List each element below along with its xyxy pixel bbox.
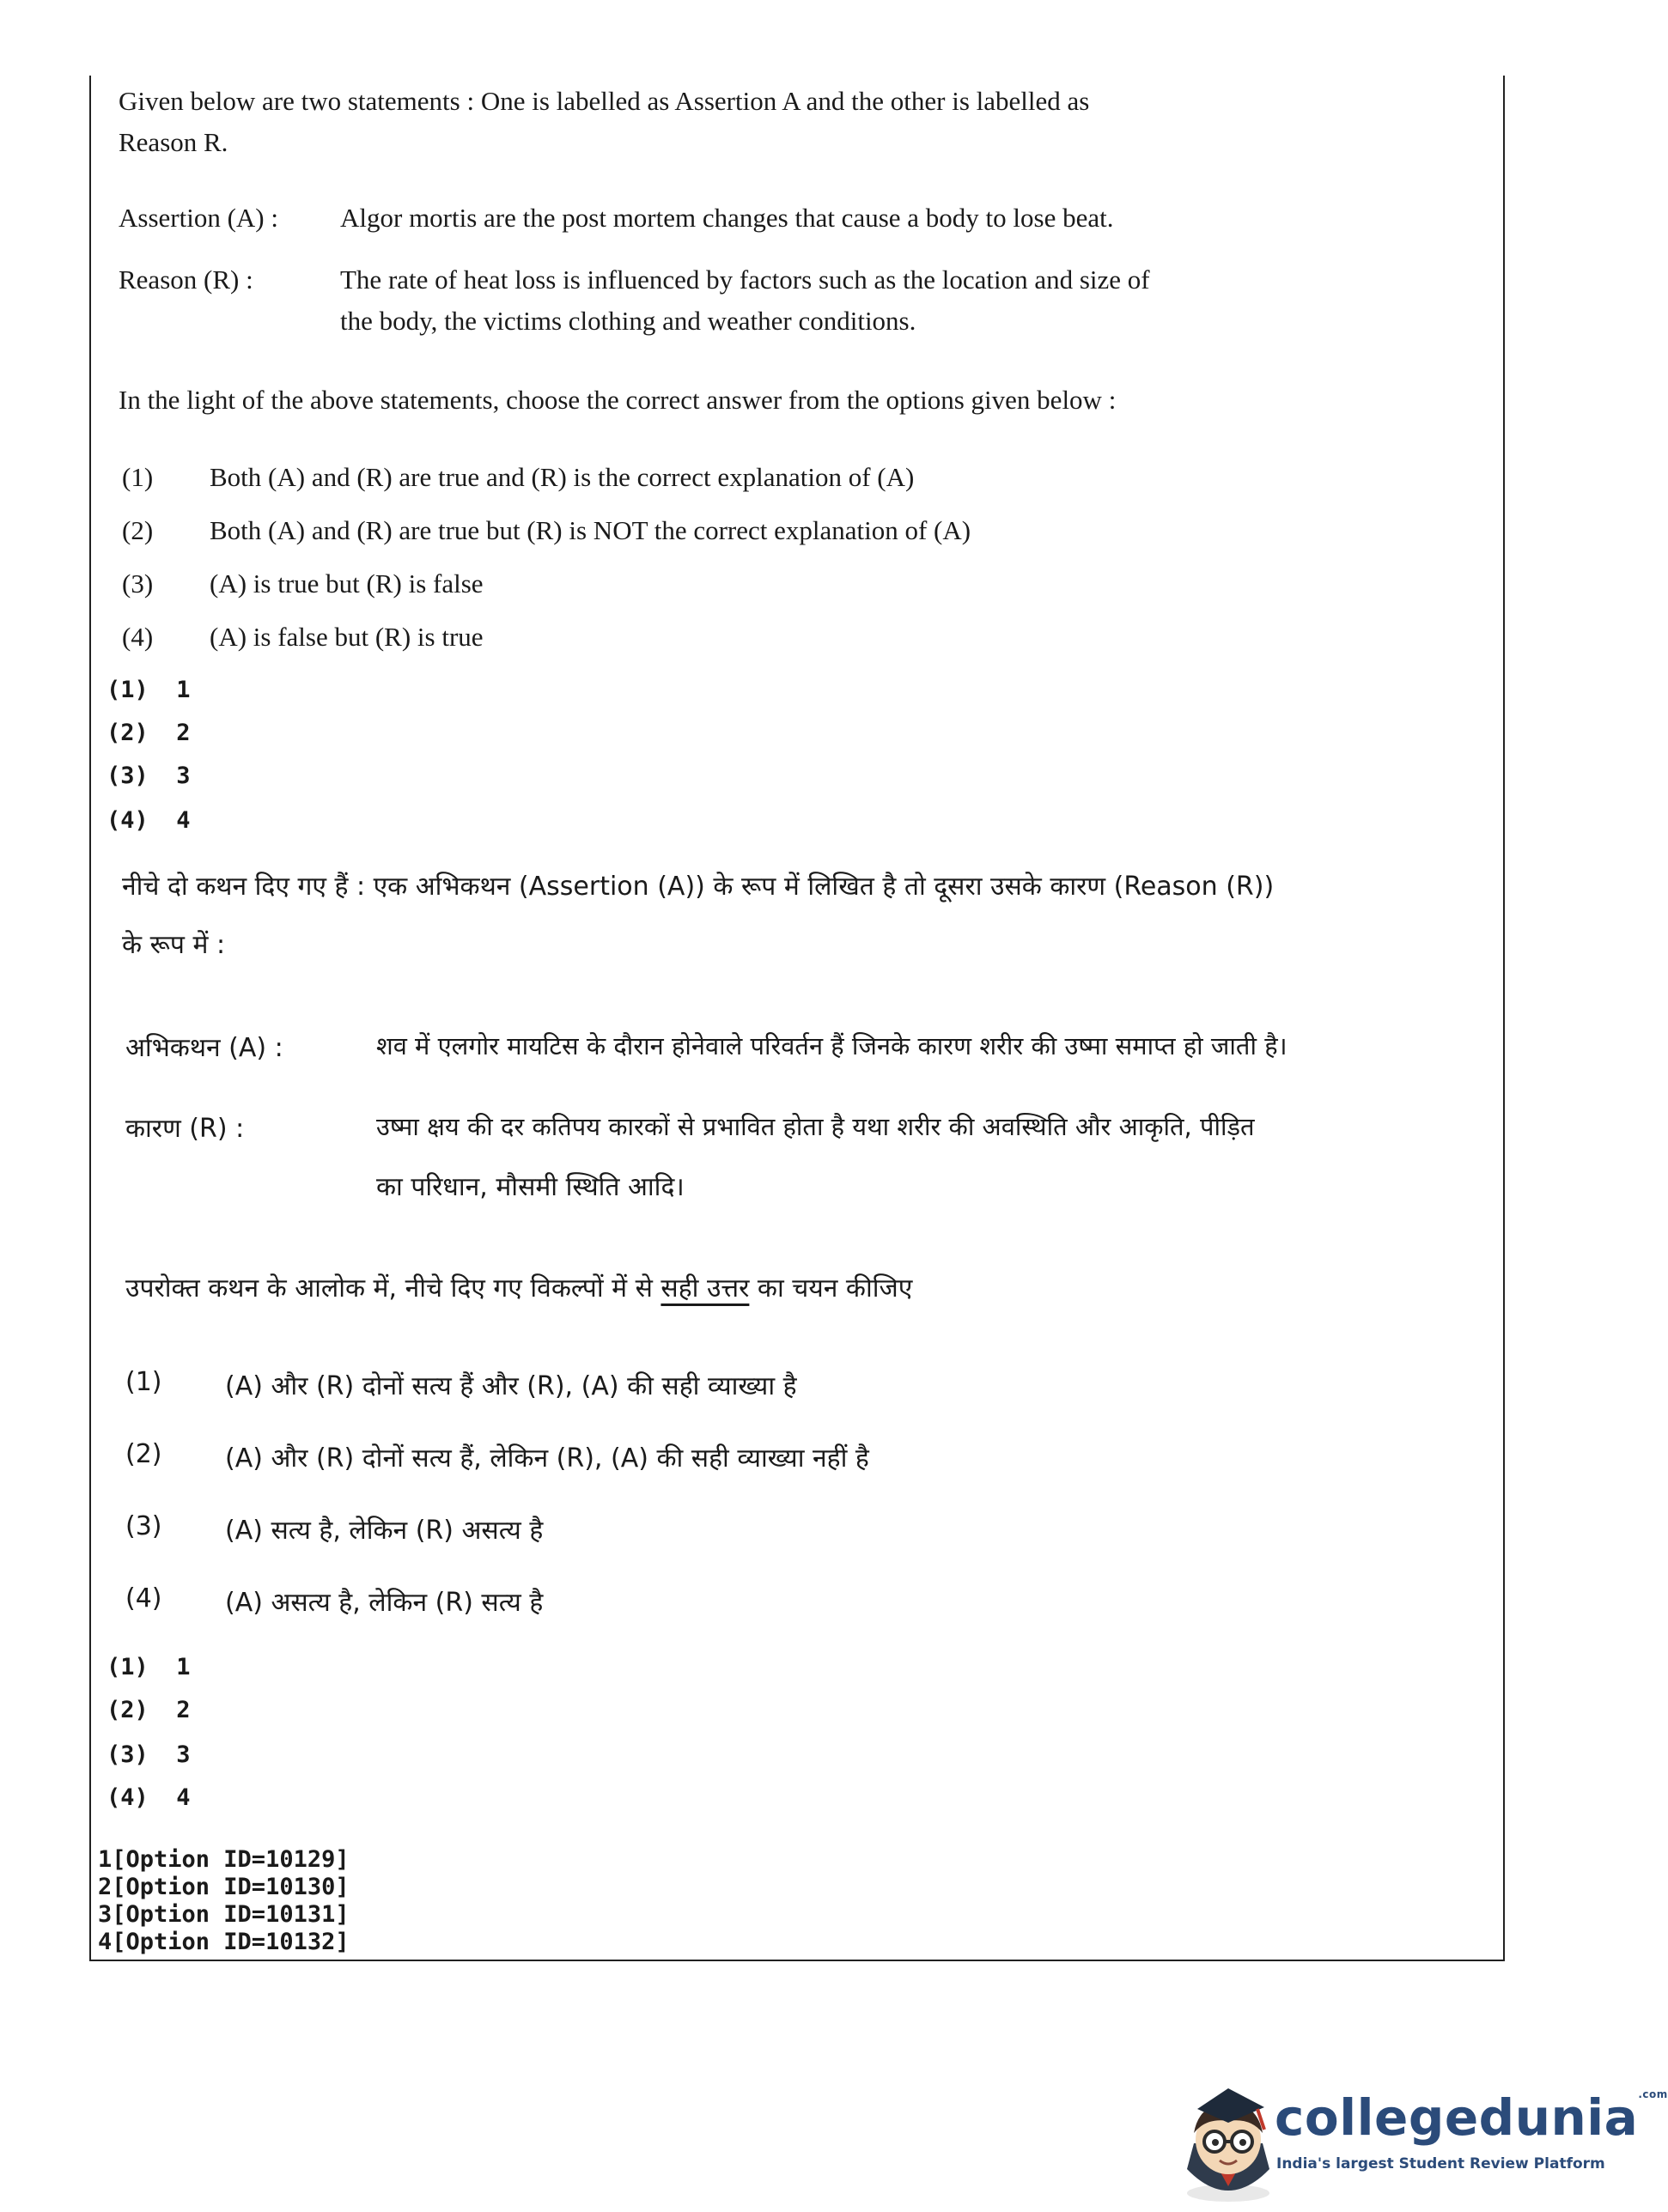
hindi-choice[interactable]: (2) 2 [107,1697,191,1723]
option-id: 1[Option ID=10129] [98,1846,350,1873]
english-intro-line1: Given below are two statements : One is labelled as Assertion A and the other is labelled as [119,86,1090,116]
english-option-num: (2) [122,515,154,545]
english-choice[interactable]: (3) 3 [107,763,191,789]
hindi-instruction-post: का चयन कीजिए [749,1273,913,1304]
hindi-instruction [125,1269,912,1304]
hindi-option-num: (4) [125,1583,162,1613]
hindi-option-text: (A) और (R) दोनों सत्य हैं, लेकिन (R), (A) की सही व्याख्या नहीं है [225,1443,869,1474]
english-assertion-text: Algor mortis are the post mortem changes that cause a body to lose beat. [340,203,1114,233]
english-intro-line2: Reason R. [119,127,228,157]
hindi-option-num: (2) [125,1439,162,1469]
hindi-choice[interactable]: (4) 4 [107,1784,191,1811]
hindi-reason-line1: उष्मा क्षय की दर कतिपय कारकों से प्रभावित होता है यथा शरीर की अवस्थिति और आकृति, पीड़ित [376,1112,1255,1141]
option-id: 3[Option ID=10131] [98,1901,350,1928]
english-option-num: (1) [122,462,154,492]
english-reason-label: Reason (R) : [119,264,253,295]
hindi-instruction-underlined: सही उत्तर [661,1273,750,1304]
option-id: 2[Option ID=10130] [98,1874,350,1900]
english-option-num: (3) [122,568,154,599]
hindi-choice[interactable]: (1) 1 [107,1654,191,1680]
english-option-text: (A) is false but (R) is true [210,622,484,652]
english-option-text: Both (A) and (R) are true but (R) is NOT the correct explanation of (A) [210,515,971,545]
hindi-option-text: (A) सत्य है, लेकिन (R) असत्य है [225,1516,544,1546]
hindi-reason-label: कारण (R) : [125,1114,245,1144]
english-reason-line2: the body, the victims clothing and weather conditions. [340,306,916,336]
hindi-intro-line2: के रूप में : [122,930,226,960]
english-reason-line1: The rate of heat loss is influenced by factors such as the location and size of [340,264,1150,295]
mascot-logo-icon [1168,2083,1288,2203]
hindi-option-text: (A) असत्य है, लेकिन (R) सत्य है [225,1588,544,1618]
hindi-choice[interactable]: (3) 3 [107,1741,191,1768]
hindi-option-num: (3) [125,1511,162,1541]
hindi-instruction-pre: उपरोक्त कथन के आलोक में, नीचे दिए गए विकल्पों में से [125,1273,661,1304]
logo-tagline: India's largest Student Review Platform [1276,2155,1605,2172]
english-assertion-label: Assertion (A) : [119,203,278,233]
english-option-text: (A) is true but (R) is false [210,568,484,599]
hindi-reason-line2: का परिधान, मौसमी स्थिति आदि। [376,1172,685,1202]
english-instruction: In the light of the above statements, choose the correct answer from the options given below : [119,385,1117,415]
hindi-assertion-label: अभिकथन (A) : [125,1033,283,1063]
english-choice[interactable]: (4) 4 [107,807,191,834]
hindi-assertion-text: शव में एलगोर मायटिस के दौरान होनेवाले परिवर्तन हैं जिनके कारण शरीर की उष्मा समाप्त हो जाती है। [376,1031,1288,1060]
hindi-option-num: (1) [125,1367,162,1397]
english-choice[interactable]: (2) 2 [107,720,191,746]
option-id: 4[Option ID=10132] [98,1929,350,1955]
english-option-text: Both (A) and (R) are true and (R) is the correct explanation of (A) [210,462,915,492]
question-frame [89,76,1505,1961]
logo-suffix: .com [1638,2088,1668,2100]
hindi-option-text: (A) और (R) दोनों सत्य हैं और (R), (A) की सही व्याख्या है [225,1371,797,1401]
english-option-num: (4) [122,622,154,652]
english-choice[interactable]: (1) 1 [107,677,191,703]
hindi-intro-line1: नीचे दो कथन दिए गए हैं : एक अभिकथन (Assertion (A)) के रूप में लिखित है तो दूसरा उसके कारण (Reason (R)) [122,872,1275,902]
logo-name: collegedunia [1275,2088,1639,2147]
logo-wordmark [1275,2088,1668,2147]
